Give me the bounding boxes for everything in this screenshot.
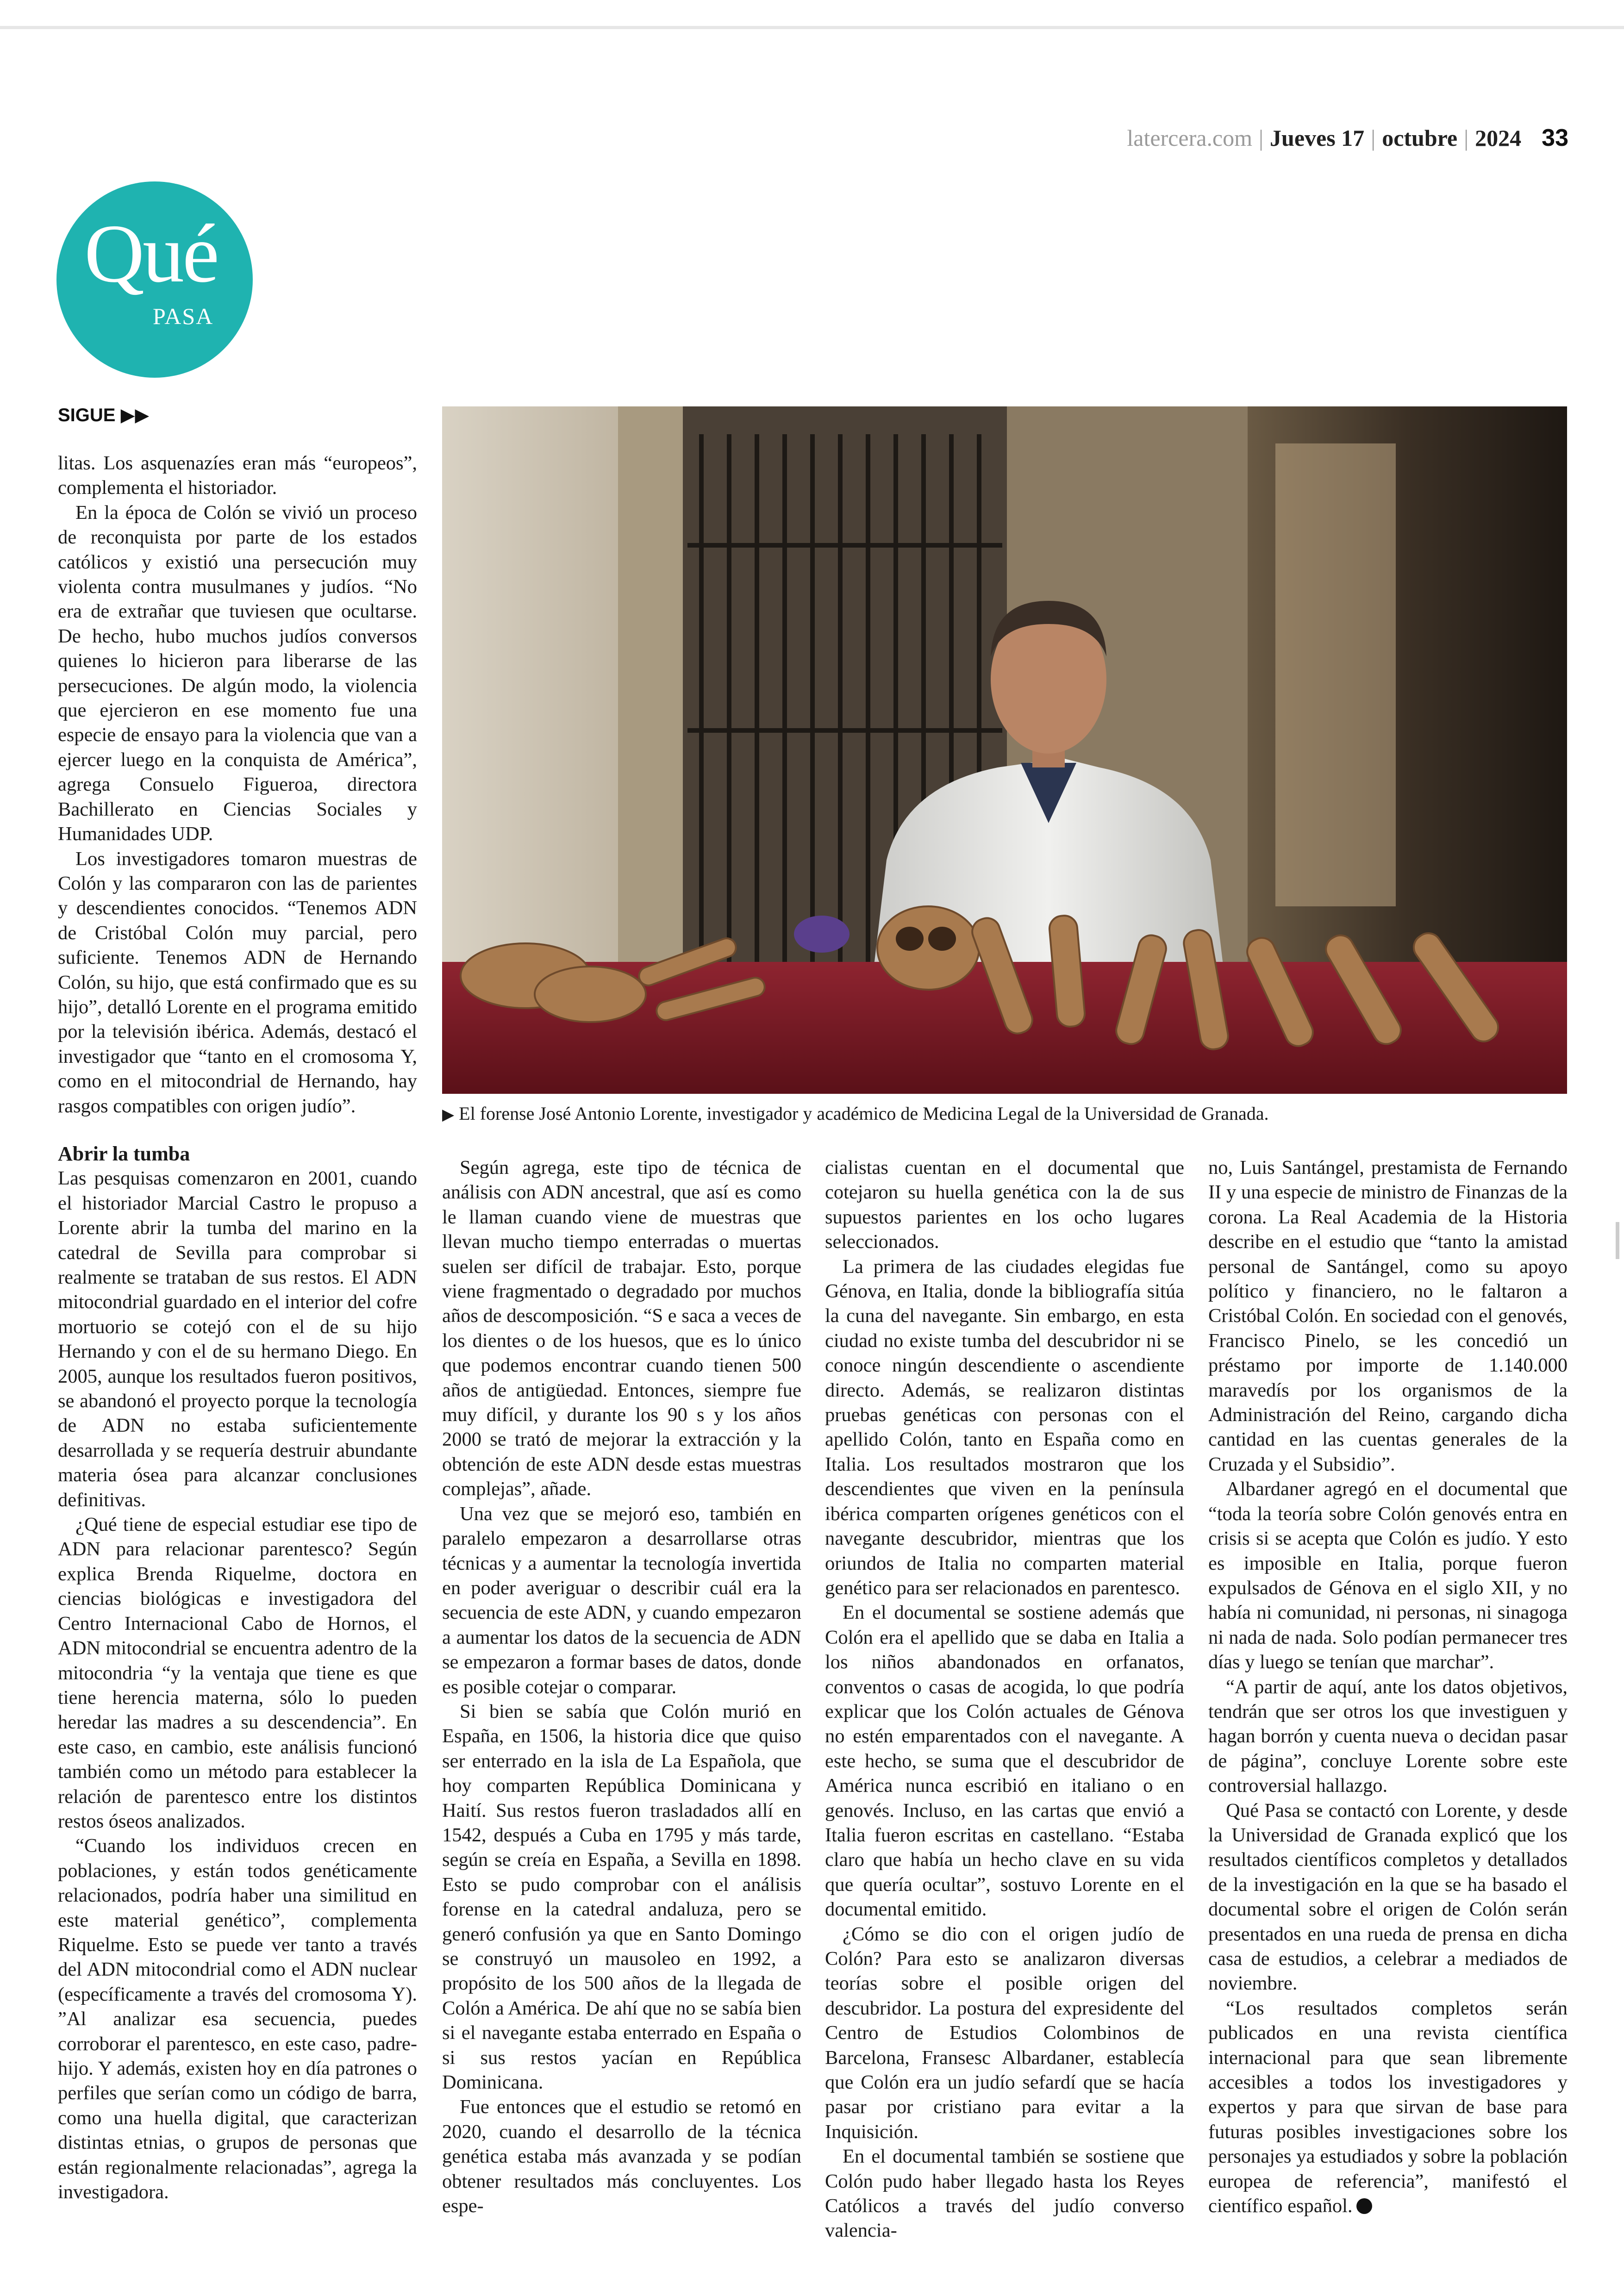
article-paragraph: Qué Pasa se contactó con Lorente, y desde la Universidad de Granada explicó que los resultados científicos completos y detallados de la investigación en la que se ha basado el documental sobre el origen de Colón serán presentados en una rueda de prensa en dicha casa de estudios, a celebrar a mediados de noviembre.	[1208, 1799, 1568, 1995]
header-weekday-day: Jueves 17	[1270, 125, 1365, 151]
photo-caption	[442, 1103, 1567, 1126]
header-separator: |	[1464, 125, 1469, 151]
article-paragraph: no, Luis Santángel, prestamista de Fernando II y una especie de ministro de Finanzas de la corona. La Real Academia de la Historia describe en el estudio que “tanto la amistad personal de Santángel, como su apoyo político y financiero, no le faltaron a Cristóbal Colón. En sociedad con el genovés, Francisco Pinelo, se les concedió un préstamo por importe de 1.140.000 maravedís por los organismos de la Administración del Reino, cargando dicha cantidad en las cuentas generales de la Cruzada y el Subsidio”.	[1208, 1157, 1568, 1475]
article-paragraph: cialistas cuentan en el documental que cotejaron su huella genética con la de sus supuestos parientes en los ocho lugares seleccionados.	[825, 1157, 1184, 1253]
header-year: 2024	[1475, 125, 1522, 151]
article-paragraph: Fue entonces que el estudio se retomó en 2020, cuando el desarrollo de la técnica genética estaba más avanzada y se podían obtener resultados más concluyentes. Los espe-	[442, 2096, 801, 2217]
article-paragraph: ¿Qué tiene de especial estudiar ese tipo de ADN para relacionar parentesco? Según explica Brenda Riquelme, doctora en ciencias biológicas e investigadora del Centro Internacional Cabo de Hornos, el ADN mitocondrial se encuentra adentro de la mitocondria “y la ventaja que tiene es que tiene herencia materna, sólo lo pueden heredar las madres a su descendencia”. En este caso, en cambio, este análisis funcionó también como un método para establecer la relación de parentesco entre los distintos restos óseos analizados.	[58, 1514, 417, 1832]
article-column-1	[58, 451, 417, 2204]
article-paragraph: “A partir de aquí, ante los datos objetivos, tendrán que ser otros los que investiguen y hagan borrón y cuenta nueva o decidan pasar de página”, concluye Lorente sobre este controversial hallazgo.	[1208, 1676, 1568, 1797]
article-column-3	[825, 1155, 1184, 2243]
article-paragraph: En la época de Colón se vivió un proceso de reconquista por parte de los estados católicos y existió una persecución muy violenta contra musulmanes y judíos. “No era de extrañar que tuviesen que ocultarse. De hecho, hubo muchos judíos conversos quienes lo hicieron para liberarse de las persecuciones. De algún modo, la violencia que ejercieron en ese momento fue una especie de ensayo para la violencia que van a ejercer luego en la conquista de América”, agrega Consuelo Figueroa, directora Bachillerato en Ciencias Sociales y Humanidades UDP.	[58, 501, 417, 845]
article-paragraph: Las pesquisas comenzaron en 2001, cuando el historiador Marcial Castro le propuso a Lorente abrir la tumba del marino en la catedral de Sevilla para comprobar si realmente se trataban de sus restos. El ADN mitocondrial guardado en el interior del cofre mortuorio se cotejó con el de su hijo Hernando y con el de su hermano Diego. En 2005, aunque los resultados fueron positivos, se abandonó el proyecto porque la tecnología de ADN no estaba suficientemente desarrollada y se requería destruir abundante materia ósea para alcanzar conclusiones definitivas.	[58, 1167, 417, 1511]
article-photo	[442, 406, 1567, 1094]
article-paragraph	[1208, 1996, 1568, 2219]
page-header	[1127, 124, 1568, 152]
page-number: 33	[1542, 125, 1568, 151]
article-column-4	[1208, 1155, 1568, 2218]
caption-text: El forense José Antonio Lorente, investigador y académico de Medicina Legal de la Universidad de Granada.	[459, 1103, 1269, 1124]
section-heading: Abrir la tumba	[58, 1142, 190, 1165]
caption-triangle-icon: ▶	[442, 1105, 455, 1124]
article-paragraph: Albardaner agregó en el documental que “toda la teoría sobre Colón genovés entra en crisis si se acepta que Colón es judío. Y esto es imposible en Italia, porque fueron expulsados de Génova en el siglo XII, y no había ni comunidad, ni personas, ni sinagoga ni nada de nada. Solo podían permanecer tres días y luego se tenían que marchar”.	[1208, 1478, 1568, 1673]
article-paragraph: Una vez que se mejoró eso, también en paralelo empezaron a desarrollarse otras técnicas y a aumentar la tecnología invertida en poder averiguar o describir cuál era la secuencia de este ADN, y cuando empezaron a aumentar los datos de la secuencia de ADN se empezaron a formar bases de datos, donde es posible cotejar o comparar.	[442, 1503, 801, 1698]
article-paragraph: La primera de las ciudades elegidas fue Génova, en Italia, donde la bibliografía sitúa la cuna del navegante. Sin embargo, en esta ciudad no existe tumba del descubridor ni se conoce ningún descendiente o ascendiente directo. Además, se realizaron distintas pruebas genéticas con personas con el apellido Colón, tanto en España como en Italia. Los resultados mostraron que los descendientes que viven en la península ibérica comparten orígenes genéticos con el navegante descubridor, mientras que los oriundos de Italia no comparten material genético para ser relacionados en parentesco.	[825, 1255, 1184, 1599]
scroll-indicator	[1616, 1222, 1619, 1259]
header-month: octubre	[1382, 125, 1458, 151]
top-rule	[0, 26, 1624, 29]
article-paragraph: “Cuando los individuos crecen en poblaciones, y están todos genéticamente relacionados, podría haber una similitud en este material genético”, complementa Riquelme. Esto se puede ver tanto a través del ADN mitocondrial como el ADN nuclear (específicamente a través del cromosoma Y). ”Al analizar esa secuencia, puedes corroborar el parentesco, en este caso, padre-hijo. Y además, existen hoy en día patrones o perfiles que serían como un código de barra, como una huella digital, que caracterizan distintas etnias, o grupos de personas que están regionalmente relacionadas”, agrega la investigadora.	[58, 1835, 417, 2203]
article-paragraph: Según agrega, este tipo de técnica de análisis con ADN ancestral, que así es como le llaman cuando viene de muestras que llevan mucho tiempo enterradas o muertas suelen ser difícil de trabajar. Esto, porque viene fragmentado o degradado por muchos años de descomposición. “S e saca a veces de los dientes o de los huesos, que es lo único que podemos encontrar cuando tienen 500 años de antigüedad. Entonces, siempre fue muy difícil, y durante los 90 s y los años 2000 se trató de mejorar la extracción y la obtención de este ADN desde estas muestras complejas”, añade.	[442, 1157, 801, 1500]
article-paragraph: En el documental se sostiene además que Colón era el apellido que se daba en Italia a los niños abandonados en orfanatos, conventos o casas de acogida, lo que podría explicar que los Colón actuales de Génova no estén emparentados con el navegante. A este hecho, se suma que el descubridor de América nunca escribió en italiano o en genovés. Incluso, en las cartas que envió a Italia fueron escritas en castellano. “Estaba claro que había un hecho clave en su vida que quería ocultar”, sostuvo Lorente en el documental emitido.	[825, 1602, 1184, 1921]
sigue-label: SIGUE ▶▶	[58, 405, 150, 425]
article-column-2	[442, 1155, 801, 2218]
logo-sub-text: PASA	[153, 303, 214, 329]
article-paragraph: En el documental también se sostiene que Colón pudo haber llegado hasta los Reyes Católicos a través del judío converso valencia-	[825, 2145, 1184, 2242]
article-paragraph: Si bien se sabía que Colón murió en España, en 1506, la historia dice que quiso ser enterrado en la isla de La Española, que hoy comparten República Dominicana y Haití. Sus restos fueron trasladados allí en 1542, después a Cuba en 1795 y más tarde, según se creía en España, a Sevilla en 1898. Esto se pudo comprobar con el análisis forense en la catedral andaluza, pero se generó confusión ya que en Santo Domingo se construyó un mausoleo en 1992, a propósito de los 500 años de la llegada de Colón a América. De ahí que no se sabía bien si el navegante estaba enterrado en España o si sus restos yacían en República Dominicana.	[442, 1700, 801, 2094]
article-paragraph: Los investigadores tomaron muestras de Colón y las compararon con las de parientes y descendientes conocidos. “Tenemos ADN de Cristóbal Colón muy parcial, pero suficiente. Tenemos ADN de Hernando Colón, su hijo, que está confirmado que es su hijo”, detalló Lorente en el programa emitido por la televisión ibérica. Además, destacó el investigador que “tanto en el cromosoma Y, como en el mitocondrial de Hernando, hay rasgos compatibles con origen judío”.	[58, 848, 417, 1117]
header-separator: |	[1259, 125, 1264, 151]
header-separator: |	[1371, 125, 1376, 151]
article-closing-text: “Los resultados completos serán publicados en una revista científica internacional para que sean libremente accesibles a todos los investigadores y expertos y para que sirvan de base para futuras posibles investigaciones sobre los personajes ya estudiados y sobre la población europea de referencia”, manifestó el científico español.	[1208, 1997, 1568, 2217]
end-mark-icon	[1356, 2198, 1372, 2214]
article-paragraph: litas. Los asquenazíes eran más “europeos”, complementa el historiador.	[58, 452, 417, 499]
logo-main-text: Qué	[84, 207, 218, 299]
que-pasa-logo	[56, 181, 253, 378]
site-name[interactable]: latercera.com	[1127, 125, 1252, 151]
article-paragraph: ¿Cómo se dio con el origen judío de Colón? Para esto se analizaron diversas teorías sobre el posible origen del descubridor. La postura del expresidente del Centro de Estudios Colombinos de Barcelona, Fransesc Albardaner, establecía que Colón era un judío sefardí que se hacía pasar por cristiano para evitar a la Inquisición.	[825, 1923, 1184, 2143]
